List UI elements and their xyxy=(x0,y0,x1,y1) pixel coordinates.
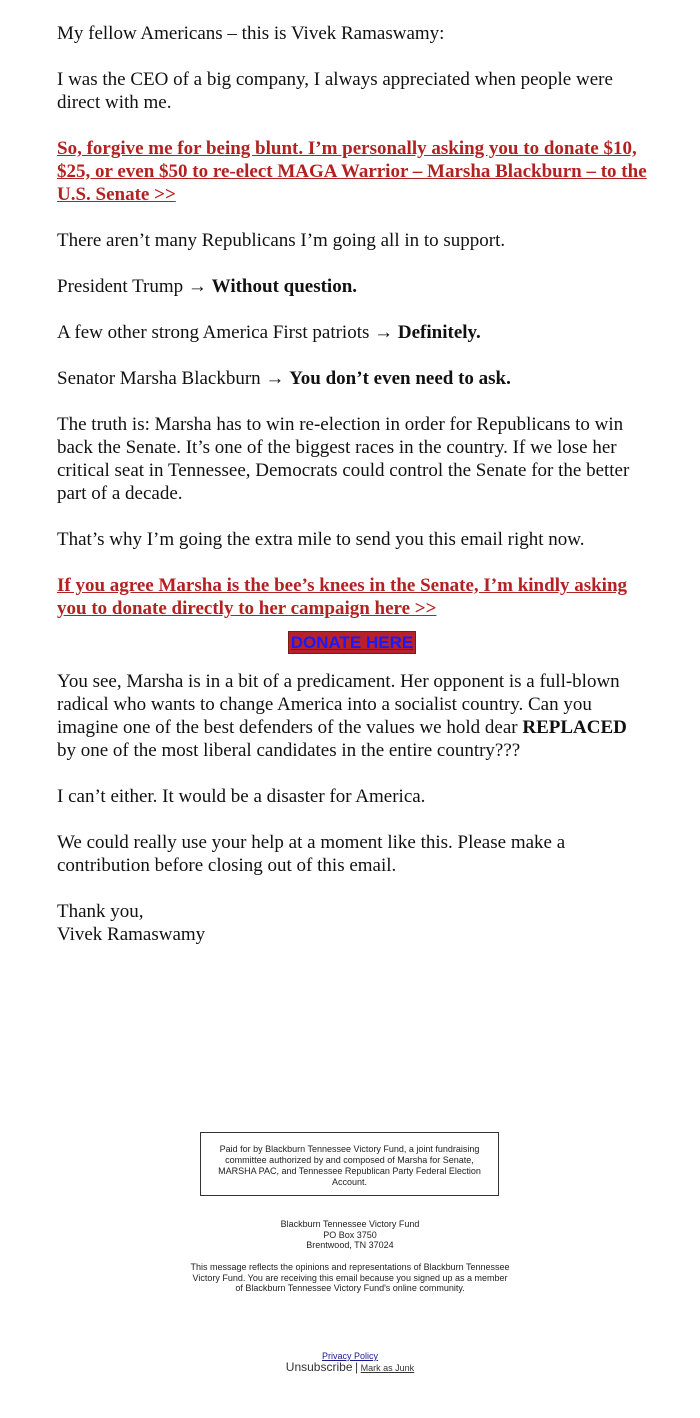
mailing-address xyxy=(150,1219,550,1251)
line-patriots-bold: Definitely. xyxy=(397,322,481,343)
paragraph-predicament xyxy=(57,670,647,762)
paragraph-extra-mile: That’s why I’m going the extra mile to send you this email right now. xyxy=(57,529,585,550)
donate-button-wrap xyxy=(57,631,647,653)
line-patriots-text: A few other strong America First patriots → xyxy=(57,322,398,343)
greeting: My fellow Americans – this is Vivek Ramaswamy: xyxy=(57,23,445,44)
predicament-end: by one of the most liberal candidates in the entire country??? xyxy=(57,740,521,761)
footer-links xyxy=(150,1351,550,1373)
notice-text: This message reflects the opinions and representations of Blackburn Tennessee Victory Fund. You are receiving this email because you signed up as a member of Blackburn Tennessee Victory Fund's online community. xyxy=(190,1262,510,1293)
org-name: Blackburn Tennessee Victory Fund xyxy=(280,1219,420,1229)
paragraph-contribution: We could really use your help at a moment like this. Please make a contribution before closing out of this email. xyxy=(57,832,566,876)
paragraph-support: There aren’t many Republicans I’m going all in to support. xyxy=(57,230,506,251)
line-trump-text: President Trump → xyxy=(57,276,212,297)
replaced-bold: REPLACED xyxy=(522,717,627,738)
paragraph-ceo: I was the CEO of a big company, I always appreciated when people were direct with me. xyxy=(57,69,613,113)
line-patriots xyxy=(57,321,647,344)
po-box: PO Box 3750 xyxy=(323,1229,377,1240)
privacy-policy-link[interactable]: Privacy Policy xyxy=(321,1351,378,1361)
line-marsha xyxy=(57,367,647,390)
paid-for-disclaimer: Paid for by Blackburn Tennessee Victory Fund, a joint fundraising committee authorized by and composed of Marsha for Senate, MARSHA PAC, and Tennessee Republican Party Federal Election Account. xyxy=(200,1132,499,1196)
line-marsha-bold: You don’t even need to ask. xyxy=(289,368,511,389)
donate-link-bottom[interactable]: If you agree Marsha is the bee’s knees in the Senate, I’m kindly asking you to donate directly to her campaign here >> xyxy=(57,575,628,619)
line-trump xyxy=(57,275,647,298)
signoff: Thank you, xyxy=(57,901,144,922)
email-body xyxy=(57,0,647,946)
footer-notice xyxy=(150,1262,550,1294)
paragraph-truth: The truth is: Marsha has to win re-election in order for Republicans to win back the Senate. It’s one of the biggest races in the country. If we lose her critical seat in Tennessee, Democrats could control the Senate for the better part of a decade. xyxy=(57,414,630,504)
donate-link-top[interactable]: So, forgive me for being blunt. I’m personally asking you to donate $10, $25, or even $50 to re-elect MAGA Warrior – Marsha Blackburn – to the U.S. Senate >> xyxy=(57,138,647,205)
link-separator: | xyxy=(355,1359,359,1374)
line-trump-bold: Without question. xyxy=(211,276,358,297)
city-state-zip: Brentwood, TN 37024 xyxy=(306,1240,394,1250)
predicament-start: You see, Marsha is in a bit of a predicament. Her opponent is a full-blown radical who wants to change America into a socialist country. Can you imagine one of the best defenders of the values we hold dear xyxy=(57,671,620,738)
paragraph-disaster: I can’t either. It would be a disaster for America. xyxy=(57,786,426,807)
mark-as-junk-link[interactable]: Mark as Junk xyxy=(360,1362,415,1373)
donate-here-button[interactable]: DONATE HERE xyxy=(288,631,416,654)
line-marsha-text: Senator Marsha Blackburn → xyxy=(57,368,290,389)
signature: Vivek Ramaswamy xyxy=(57,924,206,945)
unsubscribe-link[interactable]: Unsubscribe xyxy=(285,1359,353,1374)
